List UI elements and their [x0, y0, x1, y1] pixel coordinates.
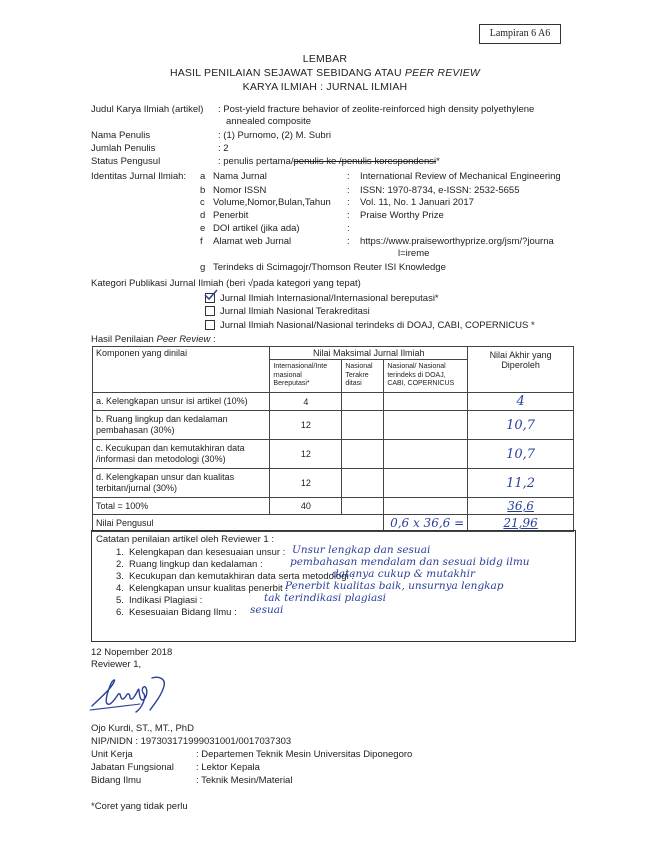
journal-item-letter: f [200, 236, 203, 247]
jumlah-label: Jumlah Penulis [91, 143, 156, 154]
journal-item-colon: : [347, 185, 350, 196]
kategori-option [205, 320, 535, 331]
kategori-option [205, 306, 370, 317]
doc-title-line1: LEMBAR [302, 53, 348, 65]
journal-item-colon: : [347, 236, 350, 247]
jabatan-label: Jabatan Fungsional [91, 762, 174, 773]
jabatan-value: : Lektor Kepala [196, 762, 260, 773]
catatan-item-number: 2. [116, 559, 124, 570]
catatan-item-label: Kecukupan dan kemutakhiran data serta metodologi : [129, 571, 354, 582]
journal-item-letter: g [200, 262, 206, 273]
table-row [93, 393, 574, 411]
col-nilai-akhir-header: Nilai Akhir yang Diperoleh [468, 347, 574, 393]
catatan-item-number: 3. [116, 571, 124, 582]
row-empty [384, 440, 468, 469]
row-empty [342, 411, 384, 440]
table-row [93, 440, 574, 469]
total-label: Total = 100% [93, 498, 270, 515]
pengusul-calc: 0,6 x 36,6 = [384, 515, 468, 532]
kategori-option-label: Jurnal Ilmiah Nasional Terakreditasi [220, 306, 370, 317]
row-empty [342, 469, 384, 498]
unit-label: Unit Kerja [91, 749, 133, 760]
col-nas-idx-header: Nasional/ Nasional terindeks di DOAJ, CABI, COPERNICUS [384, 360, 468, 393]
doc-title-line2 [0, 67, 650, 79]
score-rows [93, 393, 574, 498]
journal-item-value: Vol. 11, No. 1 Januari 2017 [360, 197, 474, 208]
journal-item-label: Volume,Nomor,Bulan,Tahun [213, 197, 331, 208]
sign-role: Reviewer 1, [91, 659, 142, 670]
doc-title-line3: KARYA ILMIAH : JURNAL ILMIAH [242, 81, 408, 93]
status-prefix: : penulis pertama/ [218, 156, 294, 167]
checkbox-icon [205, 320, 215, 330]
kategori-heading: Kategori Publikasi Jurnal Ilmiah (beri √pada kategori yang tepat) [91, 278, 361, 289]
footnote: *Coret yang tidak perlu [91, 801, 188, 812]
judul-value-1: : Post-yield fracture behavior of zeolite-reinforced high density polyethylene [218, 104, 535, 115]
col-nas-akr-header: Nasional Terakre ditasi [342, 360, 384, 393]
row-empty [384, 469, 468, 498]
journal-item-label: DOI artikel (jika ada) [213, 223, 300, 234]
pengusul-score: 21,96 [468, 515, 574, 532]
catatan-heading: Catatan penilaian artikel oleh Reviewer 1 : [96, 534, 274, 545]
hasil-heading [91, 334, 216, 345]
col-intl-header: Internasional/Inte rnasional Bereputasi* [270, 360, 342, 393]
journal-item-value: https://www.praiseworthyprize.org/jsm/?journa [360, 236, 554, 247]
row-max: 12 [270, 440, 342, 469]
checkbox-icon [205, 293, 215, 303]
judul-value-2: annealed composite [226, 116, 312, 127]
row-score: 10,7 [468, 411, 574, 440]
journal-item-colon: : [347, 197, 350, 208]
attachment-tag: Lampiran 6 A6 [479, 24, 561, 44]
journal-item-letter: e [200, 223, 206, 234]
judul-label: Judul Karya Ilmiah (artikel) [91, 104, 204, 115]
row-max: 4 [270, 393, 342, 411]
row-score: 4 [468, 393, 574, 411]
status-label: Status Pengusul [91, 156, 161, 167]
journal-item-value: ISSN: 1970-8734, e-ISSN: 2532-5655 [360, 185, 520, 196]
table-row [93, 469, 574, 498]
journal-item-letter: b [200, 185, 206, 196]
pengusul-row [93, 515, 574, 532]
row-max: 12 [270, 469, 342, 498]
catatan-item-label: Ruang lingkup dan kedalaman : [129, 559, 263, 570]
catatan-item-label: Kelengkapan dan kesesuaian unsur : [129, 547, 286, 558]
journal-item-value: International Review of Mechanical Engineering [360, 171, 561, 182]
row-score: 10,7 [468, 440, 574, 469]
checkbox-icon [205, 306, 215, 316]
bidang-label: Bidang Ilmu [91, 775, 142, 786]
sign-date: 12 Nopember 2018 [91, 647, 173, 658]
row-empty [384, 393, 468, 411]
table-header-row [93, 347, 574, 360]
row-label: c. Kecukupan dan kemutakhiran data /informasi dan metodologi (30%) [93, 440, 270, 469]
journal-item-label: Penerbit [213, 210, 249, 221]
catatan-item-number: 1. [116, 547, 124, 558]
kategori-option-label: Jurnal Ilmiah Nasional/Nasional terindeks di DOAJ, CABI, COPERNICUS * [220, 320, 535, 331]
journal-item-letter: d [200, 210, 206, 221]
journal-item-value-cont: l=ireme [398, 248, 430, 259]
row-score: 11,2 [468, 469, 574, 498]
nama-value: : (1) Purnomo, (2) M. Subri [218, 130, 331, 141]
row-label: a. Kelengkapan unsur isi artikel (10%) [93, 393, 270, 411]
catatan-item-note: Unsur lengkap dan sesuai [292, 544, 431, 556]
journal-item-letter: c [200, 197, 205, 208]
total-row [93, 498, 574, 515]
row-empty [342, 393, 384, 411]
total-score: 36,6 [468, 498, 574, 515]
journal-item-colon: : [347, 223, 350, 234]
doc-title-line2-italic: PEER REVIEW [404, 67, 481, 79]
catatan-item-note: datanya cukup & mutakhir [332, 568, 475, 580]
catatan-item-note: tak terindikasi plagiasi [264, 592, 386, 604]
catatan-item-number: 4. [116, 583, 124, 594]
bidang-value: : Teknik Mesin/Material [196, 775, 293, 786]
jumlah-value: : 2 [218, 143, 229, 154]
catatan-item-note: Penerbit kualitas baik, unsurnya lengkap [285, 580, 504, 592]
row-empty [342, 440, 384, 469]
signature-image [88, 672, 198, 718]
total-max: 40 [270, 498, 342, 515]
journal-item-label: Nama Jurnal [213, 171, 267, 182]
journal-item-label: Alamat web Jurnal [213, 236, 292, 247]
status-value [218, 156, 440, 167]
kategori-option-label: Jurnal Ilmiah Internasional/Internasional bereputasi* [220, 293, 439, 304]
row-empty [384, 411, 468, 440]
hasil-heading-suffix: : [210, 334, 216, 345]
total-empty-2 [384, 498, 468, 515]
catatan-item-label: Indikasi Plagiasi : [129, 595, 203, 606]
reviewer-nip: NIP/NIDN : 197303171999031001/0017037303 [91, 736, 292, 747]
journal-item-value: Praise Worthy Prize [360, 210, 444, 221]
score-table [92, 346, 574, 532]
doc-title-line2-text: HASIL PENILAIAN SEJAWAT SEBIDANG ATAU [169, 67, 405, 79]
unit-value: : Departemen Teknik Mesin Universitas Diponegoro [196, 749, 413, 760]
catatan-item-label: Kelengkapan unsur kualitas penerbit : [129, 583, 288, 594]
hasil-heading-text: Hasil Penilaian [91, 334, 157, 345]
journal-item-colon: : [347, 210, 350, 221]
col-nilai-maks-header: Nilai Maksimal Jurnal Ilmiah [270, 347, 468, 360]
identitas-label: Identitas Jurnal Ilmiah: [91, 171, 187, 182]
catatan-item-number: 6. [116, 607, 124, 618]
nama-label: Nama Penulis [91, 130, 151, 141]
hasil-heading-italic: Peer Review [156, 334, 211, 345]
total-empty-1 [342, 498, 384, 515]
journal-item-colon: : [347, 171, 350, 182]
catatan-item-label: Kesesuaian Bidang Ilmu : [129, 607, 237, 618]
status-suffix: * [436, 156, 440, 167]
kategori-option [205, 293, 439, 304]
pengusul-label: Nilai Pengusul [93, 515, 384, 532]
journal-item-label: Nomor ISSN [213, 185, 267, 196]
catatan-box [91, 530, 576, 642]
row-label: d. Kelengkapan unsur dan kualitas terbitan/jurnal (30%) [93, 469, 270, 498]
catatan-item-note: pembahasan mendalam dan sesuai bidg ilmu [290, 556, 530, 568]
row-max: 12 [270, 411, 342, 440]
journal-item-label: Terindeks di Scimagojr/Thomson Reuter ISI Knowledge [213, 262, 446, 273]
row-label: b. Ruang lingkup dan kedalaman pembahasan (30%) [93, 411, 270, 440]
catatan-item-number: 5. [116, 595, 124, 606]
table-row [93, 411, 574, 440]
catatan-item-note: sesuai [250, 604, 284, 616]
status-struck: penulis ke /penulis korespondensi [293, 156, 437, 167]
journal-item-letter: a [200, 171, 206, 182]
reviewer-name: Ojo Kurdi, ST., MT., PhD [91, 723, 194, 734]
col-komponen-header: Komponen yang dinilai [93, 347, 270, 393]
